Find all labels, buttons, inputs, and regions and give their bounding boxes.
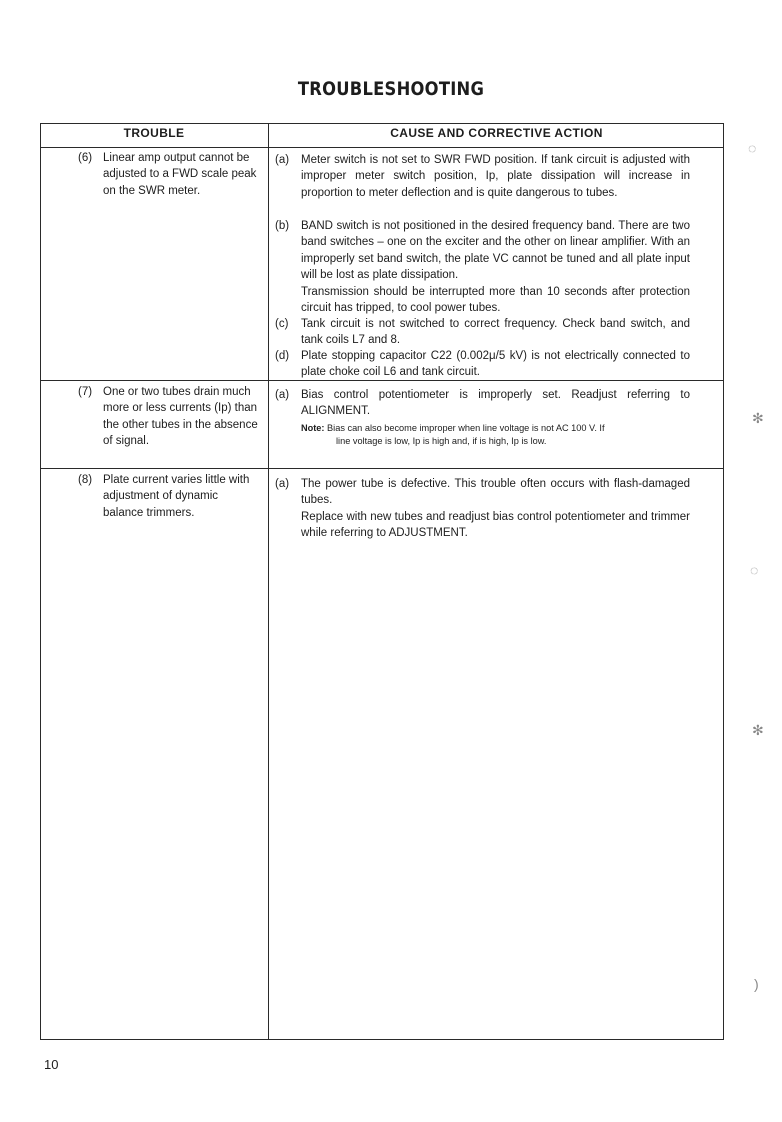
cause-text: Plate stopping capacitor C22 (0.002μ/5 kV) is not electrically connected to plate choke coil L6 and tank circuit. [301,350,690,379]
cause-text: Bias control potentiometer is improperly set. Readjust referring to ALIGNMENT. [301,389,690,418]
trouble-number: (8) [78,474,93,486]
cause-a [275,476,690,542]
page-title: TROUBLESHOOTING [297,78,485,100]
note-line-1: Bias can also become improper when line voltage is not AC 100 V. If [327,422,605,433]
cause-text: Tank circuit is not switched to correct frequency. Check band switch, and tank coils L7 and 8. [301,318,690,347]
row-divider [40,468,724,469]
cause-extra-text: Transmission should be interrupted more than 10 seconds after protection circuit has tripped, to cool power tubes. [301,285,690,315]
header-trouble: TROUBLE [123,126,185,140]
header-divider [40,147,724,148]
cause-label: (a) [275,154,290,166]
cause-a [275,152,690,201]
trouble-number: (7) [78,386,93,398]
binder-hole-mark: ) [754,976,759,992]
cause-text: BAND switch is not positioned in the desired frequency band. There are two band switches – one on the exciter and the other on linear amplifier. With an improperly set band switch, the plate VC cannot be tuned and all plate input will be lost as plate dissipation. [301,220,690,282]
trouble-number: (6) [78,152,93,164]
trouble-text: One or two tubes drain much more or less currents (Ip) than the other tubes in the absence of signal. [103,386,258,448]
cause-d [275,348,690,381]
cause-extra-text: Replace with new tubes and readjust bias control potentiometer and trimmer while referring to ADJUSTMENT. [301,510,690,540]
column-divider [268,123,269,1040]
binder-hole-mark: ◌ [750,562,759,578]
cause-a [275,387,690,448]
note [301,422,690,448]
cause-label: (d) [275,350,290,362]
trouble-text: Linear amp output cannot be adjusted to a FWD scale peak on the SWR meter. [103,152,257,197]
table-row [78,472,263,521]
cause-c [275,316,690,349]
trouble-text: Plate current varies little with adjustment of dynamic balance trimmers. [103,474,250,519]
note-line-2: line voltage is low, Ip is high and, if is high, Ip is low. [336,435,547,446]
cause-label: (c) [275,318,289,330]
binder-hole-mark: ◌ [748,140,757,156]
cause-label: (a) [275,389,290,401]
header-cause: CAUSE AND CORRECTIVE ACTION [390,126,603,140]
cause-text: The power tube is defective. This trouble often occurs with flash-damaged tubes. [301,478,690,507]
note-label: Note: [301,422,325,433]
binder-hole-mark: ✻ [752,410,764,426]
cause-label: (b) [275,220,290,232]
cause-b [275,218,690,316]
binder-hole-mark: ✻ [752,722,764,738]
table-row [78,150,263,199]
table-row [78,384,263,450]
cause-text: Meter switch is not set to SWR FWD position. If tank circuit is adjusted with improper meter switch position, Ip, plate dissipation will increase in proportion to meter deflection and is quite dangerous to tubes. [301,154,690,199]
cause-label: (a) [275,478,290,490]
page-number: 10 [44,1057,59,1072]
